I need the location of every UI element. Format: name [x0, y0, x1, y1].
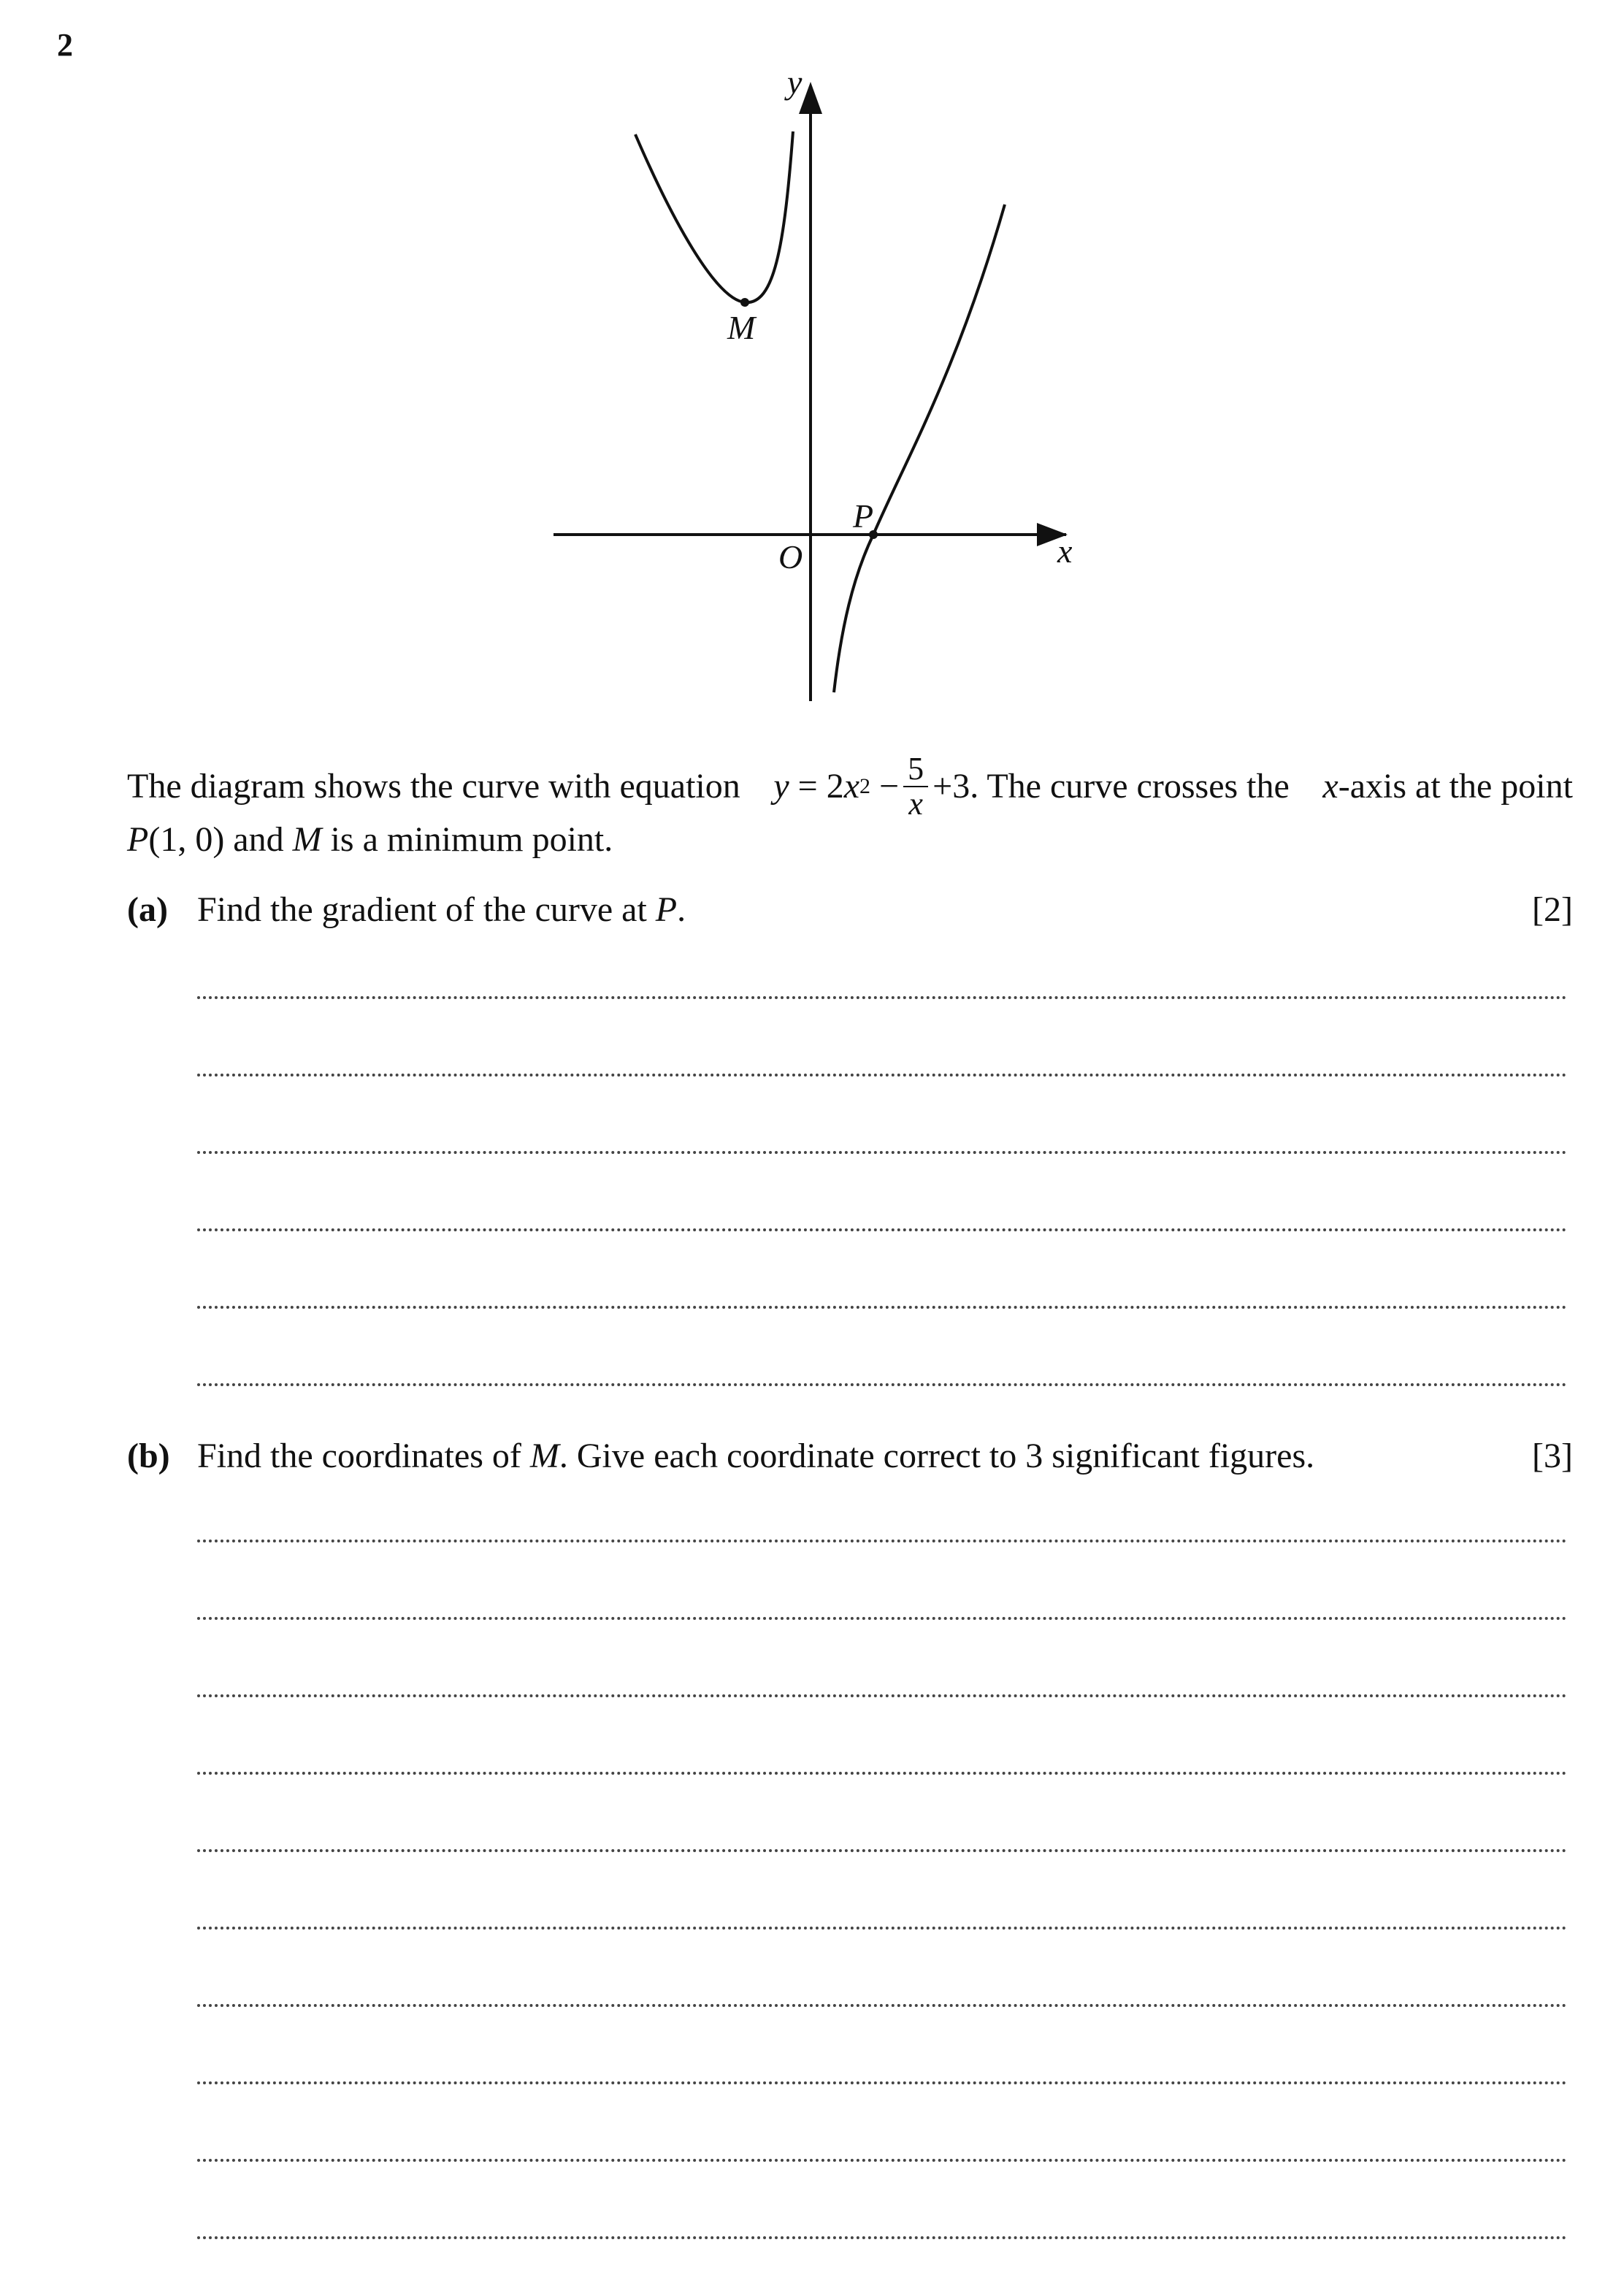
stem-line-1 — [127, 752, 1573, 821]
point-m — [740, 298, 749, 307]
answer-line-b-9[interactable] — [197, 2159, 1567, 2162]
answer-line-a-5[interactable] — [197, 1306, 1567, 1309]
part-a-end: . — [677, 890, 686, 929]
part-a-label: (a) — [127, 890, 168, 929]
part-b-point: M — [529, 1437, 559, 1475]
part-b-question — [197, 1434, 1314, 1478]
eq-equals: = 2 — [797, 767, 844, 806]
page-number: 2 — [57, 27, 73, 63]
answer-line-a-2[interactable] — [197, 1074, 1567, 1077]
eq-plus-three: +3. The curve crosses the — [932, 767, 1290, 806]
answer-line-a-4[interactable] — [197, 1228, 1567, 1231]
answer-line-b-10[interactable] — [197, 2236, 1567, 2239]
y-axis-label: y — [787, 64, 803, 101]
point-p-label: P — [853, 497, 874, 535]
answer-line-b-3[interactable] — [197, 1694, 1567, 1697]
part-b-rest: . Give each coordinate correct to 3 significant figures. — [559, 1437, 1315, 1475]
curve-diagram — [0, 0, 1624, 730]
stem-line-2 — [127, 814, 613, 866]
answer-line-b-5[interactable] — [197, 1849, 1567, 1852]
curve-left-branch — [635, 131, 793, 302]
answer-line-b-7[interactable] — [197, 2004, 1567, 2007]
answer-line-b-2[interactable] — [197, 1617, 1567, 1620]
eq-minus: − — [879, 767, 900, 806]
origin-label: O — [778, 538, 803, 575]
part-b-text: Find the coordinates of — [197, 1437, 521, 1475]
answer-line-a-1[interactable] — [197, 996, 1567, 999]
equation: y = 2 x 2 − $\frac{5}{x}$ +3. The curve crosses the — [773, 751, 1290, 822]
stem-axis-text — [1322, 760, 1573, 813]
answer-line-b-4[interactable] — [197, 1772, 1567, 1775]
part-b-marks: [3] — [1532, 1437, 1573, 1475]
fraction-numerator: 5 — [903, 752, 928, 787]
x-axis-label: x — [1057, 532, 1073, 570]
line2-m: M — [292, 820, 322, 859]
answer-line-b-1[interactable] — [197, 1540, 1567, 1542]
part-a-question — [197, 888, 686, 932]
fraction-denominator: x — [908, 786, 923, 822]
answer-line-b-8[interactable] — [197, 2081, 1567, 2084]
line2-rest: is a minimum point. — [330, 820, 613, 859]
curve-right-branch — [834, 204, 1005, 692]
part-a-text: Find the gradient of the curve at — [197, 890, 647, 929]
part-a-marks: [2] — [1532, 890, 1573, 929]
x-word: x — [1322, 767, 1338, 806]
line2-p: P — [127, 820, 149, 859]
eq-y: y — [773, 767, 789, 806]
axis-rest: -axis at the point — [1338, 767, 1573, 806]
answer-line-b-6[interactable] — [197, 1927, 1567, 1930]
y-axis-arrow-icon — [799, 82, 822, 114]
stem-intro: The diagram shows the curve with equation — [127, 767, 740, 806]
answer-line-a-6[interactable] — [197, 1383, 1567, 1386]
eq-fraction — [903, 752, 928, 821]
part-a-point: P — [655, 890, 678, 929]
line2-coords: (1, 0) and — [148, 820, 284, 859]
answer-line-a-3[interactable] — [197, 1151, 1567, 1154]
eq-x: x — [843, 767, 860, 806]
point-m-label: M — [727, 309, 756, 346]
part-b-label: (b) — [127, 1437, 170, 1475]
